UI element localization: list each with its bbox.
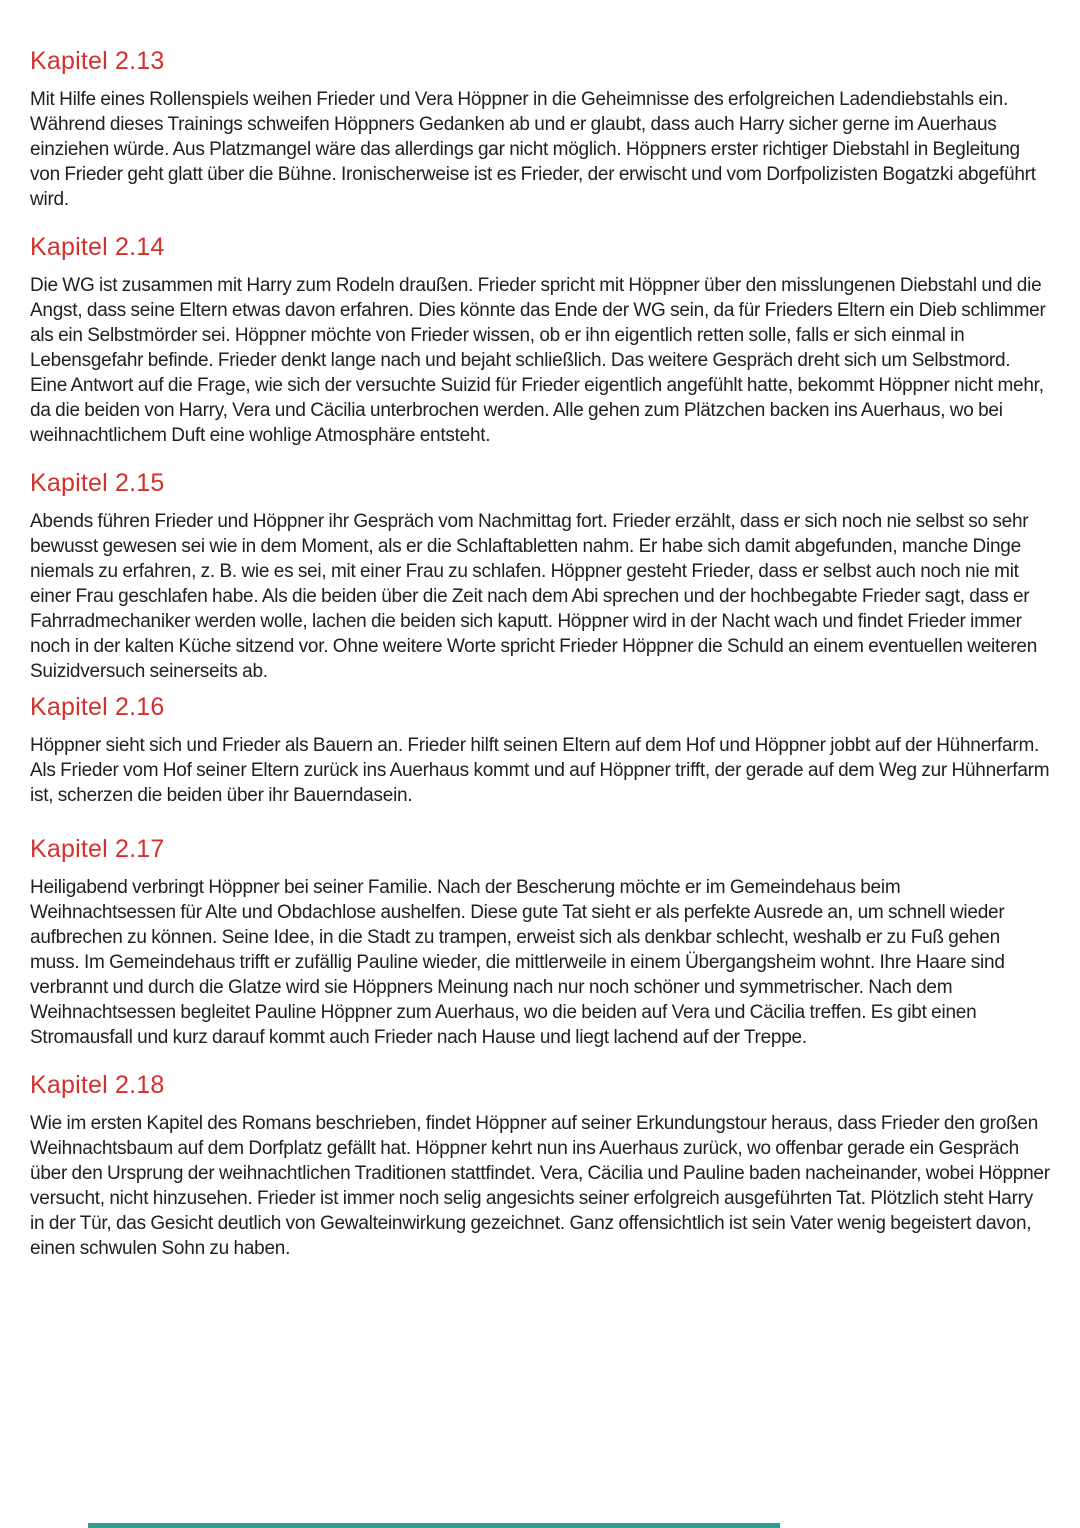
chapter-summary-text: Höppner sieht sich und Frieder als Bauern an. Frieder hilft seinen Eltern auf dem Hof und Höppner jobbt auf der Hühnerfarm. Als Frieder vom Hof seiner Eltern zurück ins Auerhaus kommt und auf Höppner trifft, der gerade auf dem Weg zur Hühnerfarm ist, scherzen die beiden über ihr Bauerndasein.	[30, 735, 1050, 806]
chapter-heading: Kapitel 2.14	[30, 233, 165, 261]
chapter-summaries	[30, 46, 1050, 1261]
chapter-summary-text: Die WG ist zusammen mit Harry zum Rodeln draußen. Frieder spricht mit Höppner über den misslungenen Diebstahl und die Angst, dass seine Eltern etwas davon erfahren. Dies könnte das Ende der WG sein, da für Frieders Eltern ein Dieb schlimmer als ein Selbstmörder sei. Höppner möchte von Frieder wissen, ob er ihn eigentlich retten solle, falls er sich einmal in Lebensgefahr befinde. Frieder denkt lange nach und bejaht schließlich. Das weitere Gespräch dreht sich um Selbstmord. Eine Antwort auf die Frage, wie sich der versuchte Suizid für Frieder eigentlich angefühlt hatte, bekommt Höppner nicht mehr, da die beiden von Harry, Vera und Cäcilia unterbrochen werden. Alle gehen zum Plätzchen backen ins Auerhaus, wo bei weihnachtlichem Duft eine wohlige Atmosphäre entsteht.	[30, 275, 1046, 446]
bottom-accent-bar	[88, 1523, 780, 1528]
chapter-summary-text: Abends führen Frieder und Höppner ihr Gespräch vom Nachmittag fort. Frieder erzählt, dass er sich noch nie selbst so sehr bewusst gewesen sei wie in dem Moment, als er die Schlaftabletten nahm. Er habe sich damit abgefunden, manche Dinge niemals zu erfahren, z. B. wie es sei, mit einer Frau zu schlafen. Höppner gesteht Frieder, dass er selbst auch noch nie mit einer Frau geschlafen habe. Als die beiden über die Zeit nach dem Abi sprechen und der hochbegabte Frieder sagt, dass er Fahrradmechaniker werden wolle, lachen die beiden sich kaputt. Höppner wird in der Nacht wach und findet Frieder immer noch in der kalten Küche sitzend vor. Ohne weitere Worte spricht Frieder Höppner die Schuld an einem eventuellen weiteren Suizidversuch seinerseits ab.	[30, 511, 1038, 682]
section-kapitel-2-14	[30, 232, 1050, 448]
chapter-heading: Kapitel 2.13	[30, 47, 165, 75]
section-kapitel-2-18	[30, 1070, 1050, 1261]
chapter-summary-text: Heiligabend verbringt Höppner bei seiner Familie. Nach der Bescherung möchte er im Gemeindehaus beim Weihnachtsessen für Alte und Obdachlose aushelfen. Diese gute Tat sieht er als perfekte Ausrede an, um schnell wieder aufbrechen zu können. Seine Idee, in die Stadt zu trampen, erweist sich als denkbar schlecht, weshalb er zu Fuß gehen muss. Im Gemeindehaus trifft er zufällig Pauline wieder, die mittlerweile in einem Übergangsheim wohnt. Ihre Haare sind verbrannt und durch die Glatze wird sie Höppners Meinung nach nur noch schöner und symmetrischer. Nach dem Weihnachtsessen begleitet Pauline Höppner zum Auerhaus, wo die beiden auf Vera und Cäcilia treffen. Es gibt einen Stromausfall und kurz darauf kommt auch Frieder nach Hause und liegt lachend auf der Treppe.	[30, 877, 1005, 1048]
chapter-heading: Kapitel 2.16	[30, 693, 165, 721]
chapter-heading: Kapitel 2.15	[30, 469, 165, 497]
chapter-heading: Kapitel 2.17	[30, 835, 165, 863]
chapter-summary-text: Wie im ersten Kapitel des Romans beschrieben, findet Höppner auf seiner Erkundungstour heraus, dass Frieder den großen Weihnachtsbaum auf dem Dorfplatz gefällt hat. Höppner kehrt nun ins Auerhaus zurück, wo offenbar gerade ein Gespräch über den Ursprung der weihnachtlichen Traditionen stattfindet. Vera, Cäcilia und Pauline baden nacheinander, wobei Höppner versucht, nicht hinzusehen. Frieder ist immer noch selig angesichts seiner erfolgreich ausgeführten Tat. Plötzlich steht Harry in der Tür, das Gesicht deutlich von Gewalteinwirkung gezeichnet. Ganz offensichtlich ist sein Vater wenig begeistert davon, einen schwulen Sohn zu haben.	[30, 1113, 1050, 1259]
chapter-heading: Kapitel 2.18	[30, 1071, 165, 1099]
chapter-summary-text: Mit Hilfe eines Rollenspiels weihen Frieder und Vera Höppner in die Geheimnisse des erfolgreichen Ladendiebstahls ein. Während dieses Trainings schweifen Höppners Gedanken ab und er glaubt, dass auch Harry sicher gerne im Auerhaus einziehen würde. Aus Platzmangel wäre das allerdings gar nicht möglich. Höppners erster richtiger Diebstahl in Begleitung von Frieder geht glatt über die Bühne. Ironischerweise ist es Frieder, der erwischt und vom Dorfpolizisten Bogatzki abgeführt wird.	[30, 89, 1036, 210]
section-kapitel-2-15	[30, 468, 1050, 684]
section-kapitel-2-17	[30, 834, 1050, 1050]
section-kapitel-2-13	[30, 46, 1050, 212]
section-kapitel-2-16	[30, 692, 1050, 808]
